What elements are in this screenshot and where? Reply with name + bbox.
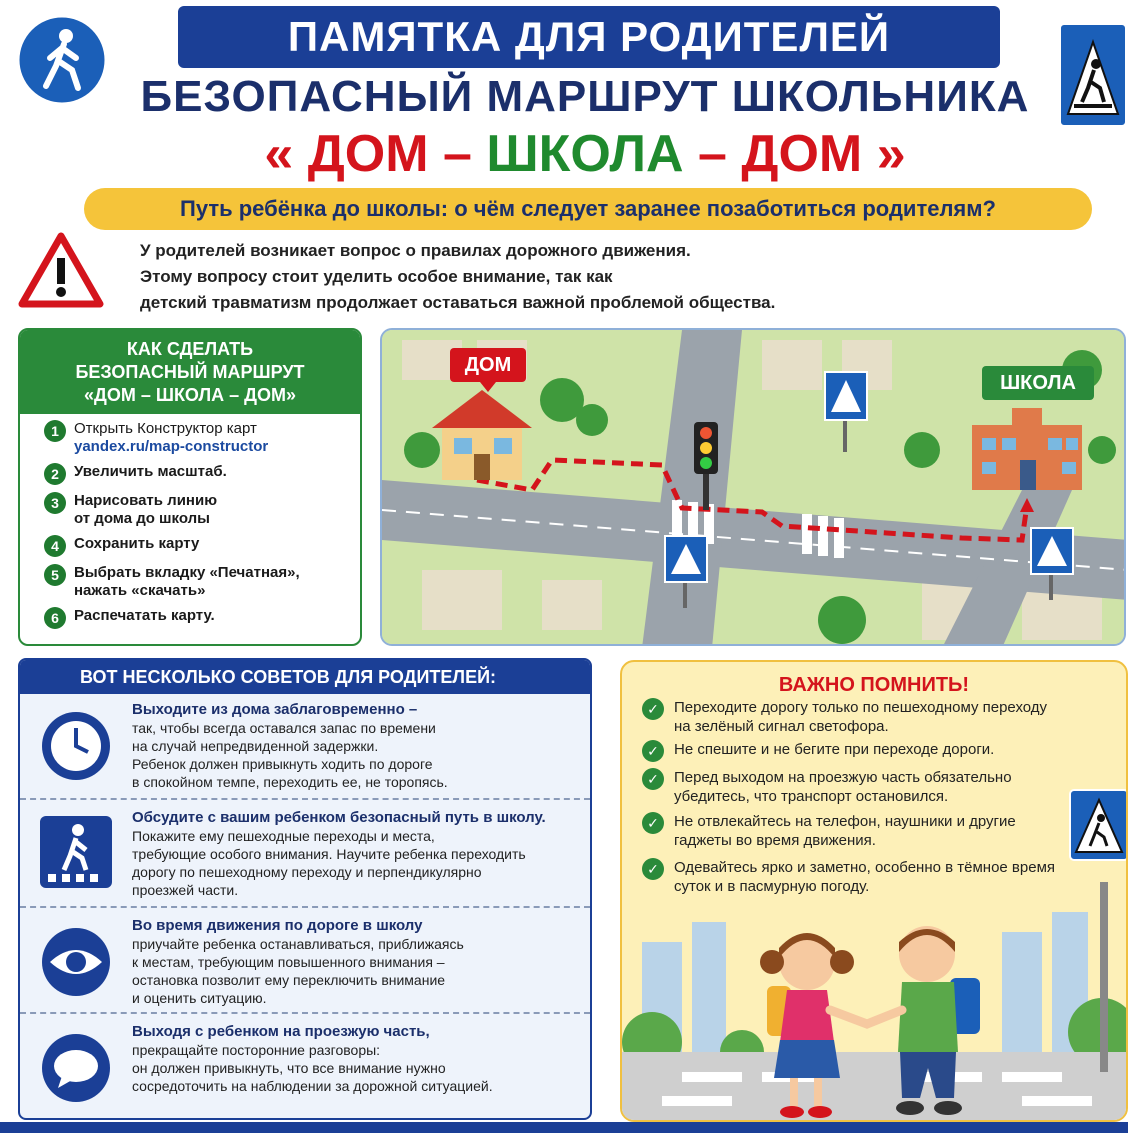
tip-line: сосредоточить на наблюдении за дорожной ситуацией. bbox=[132, 1078, 493, 1094]
children-crossing-illustration bbox=[622, 882, 1128, 1122]
intro-text bbox=[140, 238, 1040, 316]
step-text-2: от дома до школы bbox=[74, 510, 210, 527]
tip-line: требующие особого внимания. Научите ребенка переходить bbox=[132, 846, 526, 862]
pedestrian-round-sign-icon bbox=[16, 14, 108, 106]
route-title bbox=[120, 124, 1050, 184]
route-open-quote: « bbox=[264, 125, 294, 183]
howto-step bbox=[44, 564, 350, 600]
howto-step bbox=[44, 607, 350, 629]
check-icon: ✓ bbox=[642, 812, 664, 834]
howto-heading-line-3: «ДОМ – ШКОЛА – ДОМ» bbox=[84, 385, 296, 405]
warning-icon bbox=[18, 232, 104, 310]
tip-item bbox=[20, 694, 590, 800]
tip-item bbox=[20, 1016, 590, 1120]
howto-heading-line-2: БЕЗОПАСНЫЙ МАРШРУТ bbox=[75, 362, 305, 382]
clock-icon bbox=[38, 708, 114, 789]
rule-line: Одевайтесь ярко и заметно, особенно в тёмное время bbox=[674, 859, 1056, 876]
route-dash-1: – bbox=[443, 125, 487, 183]
intro-line-2: Этому вопросу стоит уделить особое внимание, так как bbox=[140, 267, 613, 286]
howto-heading bbox=[20, 330, 360, 414]
step-text: Распечатать карту. bbox=[74, 607, 215, 624]
route-dash-2: – bbox=[698, 125, 742, 183]
tip-line: дорогу по пешеходному переходу и перпендикулярно bbox=[132, 864, 482, 880]
howto-step bbox=[44, 492, 350, 528]
howto-panel bbox=[18, 328, 362, 646]
route-school: ШКОЛА bbox=[486, 125, 684, 183]
step-text: Выбрать вкладку «Печатная», bbox=[74, 564, 300, 581]
tip-title: Во время движения по дороге в школу bbox=[132, 917, 423, 934]
tip-line: остановка позволит ему переключить внимание bbox=[132, 972, 446, 988]
step-number: 5 bbox=[44, 564, 66, 586]
tip-item bbox=[20, 910, 590, 1014]
crosswalk-icon bbox=[38, 814, 114, 895]
rule-line: убедитесь, что транспорт остановился. bbox=[674, 788, 949, 805]
tip-line: он должен привыкнуть, что все внимание нужно bbox=[132, 1060, 446, 1076]
route-home-1: ДОМ bbox=[307, 125, 429, 183]
tips-panel bbox=[18, 658, 592, 1120]
rule-line: суток и в пасмурную погоду. bbox=[674, 878, 870, 895]
tip-line: на случай непредвиденной задержки. bbox=[132, 738, 379, 754]
page-title: БЕЗОПАСНЫЙ МАРШРУТ ШКОЛЬНИКА bbox=[140, 72, 1030, 121]
remember-rule bbox=[642, 698, 1082, 736]
pedestrian-crossing-sign-icon bbox=[1058, 22, 1128, 128]
howto-step bbox=[44, 463, 350, 485]
tip-line: в спокойном темпе, переходить ее, не торопясь. bbox=[132, 774, 448, 790]
intro-line-3: детский травматизм продолжает оставаться важной проблемой общества. bbox=[140, 293, 776, 312]
remember-rule bbox=[642, 740, 1082, 762]
tip-line: к местам, требующим повышенного внимания – bbox=[132, 954, 445, 970]
remember-panel bbox=[620, 660, 1128, 1122]
step-number: 4 bbox=[44, 535, 66, 557]
route-close-quote: » bbox=[876, 125, 906, 183]
remember-heading: ВАЖНО ПОМНИТЬ! bbox=[778, 674, 970, 696]
tip-line: Покажите ему пешеходные переходы и места, bbox=[132, 828, 435, 844]
tip-line: приучайте ребенка останавливаться, приближаясь bbox=[132, 936, 464, 952]
howto-steps bbox=[20, 414, 360, 629]
intro-line-1: У родителей возникает вопрос о правилах дорожного движения. bbox=[140, 241, 691, 260]
tip-line: прекращайте посторонние разговоры: bbox=[132, 1042, 381, 1058]
header-banner: ПАМЯТКА ДЛЯ РОДИТЕЛЕЙ bbox=[178, 6, 1000, 68]
route-map bbox=[380, 328, 1126, 646]
map-school-label: ШКОЛА bbox=[1000, 372, 1076, 394]
step-text: Сохранить карту bbox=[74, 535, 200, 552]
bottom-bar bbox=[0, 1122, 1128, 1133]
tips-heading: ВОТ НЕСКОЛЬКО СОВЕТОВ ДЛЯ РОДИТЕЛЕЙ: bbox=[20, 660, 590, 694]
rule-line: Не отвлекайтесь на телефон, наушники и другие bbox=[674, 813, 1016, 830]
route-home-2: ДОМ bbox=[741, 125, 863, 183]
tip-title: Выходите из дома заблаговременно – bbox=[132, 701, 418, 718]
check-icon: ✓ bbox=[642, 858, 664, 880]
remember-rule bbox=[642, 812, 1082, 850]
rule-line: Не спешите и не бегите при переходе дороги. bbox=[674, 741, 995, 758]
rule-line: на зелёный сигнал светофора. bbox=[674, 718, 889, 735]
tip-line: Ребенок должен привыкнуть ходить по дороге bbox=[132, 756, 433, 772]
rule-line: Перед выходом на проезжую часть обязательно bbox=[674, 769, 1012, 786]
rule-line: гаджеты во время движения. bbox=[674, 832, 876, 849]
map-constructor-link[interactable]: yandex.ru/map-constructor bbox=[74, 438, 269, 455]
step-text-2: нажать «скачать» bbox=[74, 582, 206, 599]
tip-line: проезжей части. bbox=[132, 882, 239, 898]
step-text: Открыть Конструктор карт bbox=[74, 420, 257, 437]
eye-icon bbox=[38, 924, 114, 1005]
step-number: 2 bbox=[44, 463, 66, 485]
check-icon: ✓ bbox=[642, 698, 664, 720]
howto-heading-line-1: КАК СДЕЛАТЬ bbox=[126, 339, 254, 359]
question-bar: Путь ребёнка до школы: о чём следует заранее позаботиться родителям? bbox=[84, 188, 1092, 230]
step-text: Увеличить масштаб. bbox=[74, 463, 227, 480]
tip-line: и оценить ситуацию. bbox=[132, 990, 267, 1006]
step-number: 6 bbox=[44, 607, 66, 629]
step-number: 3 bbox=[44, 492, 66, 514]
tip-title: Обсудите с вашим ребенком безопасный путь в школу. bbox=[132, 809, 546, 826]
remember-rule bbox=[642, 768, 1082, 806]
step-text: Нарисовать линию bbox=[74, 492, 218, 509]
howto-step bbox=[44, 535, 350, 557]
tip-title: Выходя с ребенком на проезжую часть, bbox=[132, 1023, 430, 1040]
remember-rule bbox=[642, 858, 1082, 896]
rule-line: Переходите дорогу только по пешеходному переходу bbox=[674, 699, 1048, 716]
tip-item bbox=[20, 802, 590, 908]
tip-line: так, чтобы всегда оставался запас по времени bbox=[132, 720, 436, 736]
check-icon: ✓ bbox=[642, 740, 664, 762]
speech-bubble-icon bbox=[38, 1030, 114, 1111]
step-number: 1 bbox=[44, 420, 66, 442]
map-home-label: ДОМ bbox=[464, 354, 512, 376]
check-icon: ✓ bbox=[642, 768, 664, 790]
howto-step bbox=[44, 420, 350, 456]
